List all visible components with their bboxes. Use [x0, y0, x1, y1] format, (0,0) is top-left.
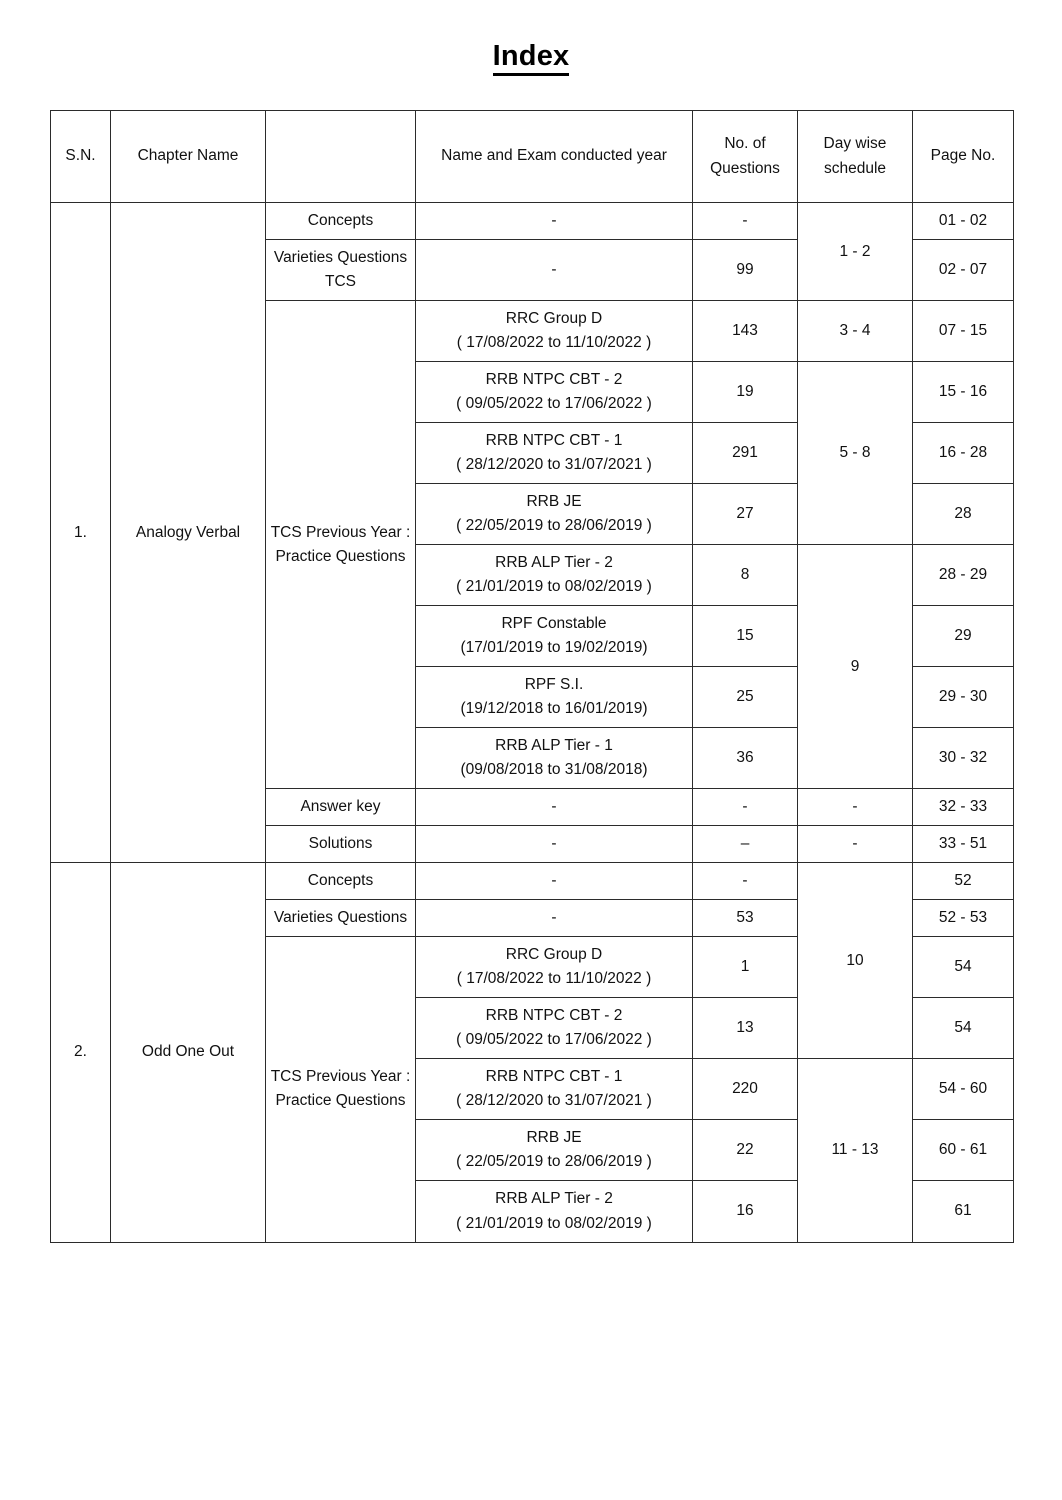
- cell-page-no: 30 - 32: [913, 728, 1014, 789]
- cell-page-no: 52: [913, 863, 1014, 900]
- cell-page-no: 02 - 07: [913, 240, 1014, 301]
- cell-section-name: Varieties Questions: [266, 900, 416, 937]
- column-header-no-of-questions: No. of Questions: [693, 111, 798, 203]
- exam-dates-text: (17/01/2019 to 19/02/2019): [460, 639, 648, 657]
- exam-name-text: RPF Constable: [501, 615, 607, 633]
- cell-page-no: 60 - 61: [913, 1120, 1014, 1181]
- exam-name-text: RRB NTPC CBT - 2: [485, 371, 623, 389]
- exam-dates-text: ( 22/05/2019 to 28/06/2019 ): [456, 1153, 652, 1171]
- exam-dates-text: ( 22/05/2019 to 28/06/2019 ): [456, 517, 652, 535]
- cell-page-no: 01 - 02: [913, 203, 1014, 240]
- cell-exam-name: [416, 362, 693, 423]
- cell-chapter-name: Analogy Verbal: [111, 203, 266, 863]
- cell-no-of-questions: 220: [693, 1059, 798, 1120]
- cell-no-of-questions: 27: [693, 484, 798, 545]
- cell-no-of-questions: 16: [693, 1181, 798, 1242]
- exam-dates-text: ( 28/12/2020 to 31/07/2021 ): [456, 1092, 652, 1110]
- cell-serial-number: 1.: [51, 203, 111, 863]
- cell-page-no: 16 - 28: [913, 423, 1014, 484]
- cell-page-no: 29 - 30: [913, 667, 1014, 728]
- page-title-text: Index: [493, 40, 570, 76]
- cell-no-of-questions: 25: [693, 667, 798, 728]
- cell-no-of-questions: 19: [693, 362, 798, 423]
- cell-exam-name: -: [416, 203, 693, 240]
- cell-day-wise-schedule: 9: [798, 545, 913, 789]
- cell-exam-name: [416, 484, 693, 545]
- cell-exam-name: [416, 423, 693, 484]
- cell-section-name: Varieties Questions TCS: [266, 240, 416, 301]
- exam-name-text: RRB JE: [526, 1129, 582, 1147]
- cell-day-wise-schedule: 5 - 8: [798, 362, 913, 545]
- cell-day-wise-schedule: -: [798, 789, 913, 826]
- cell-no-of-questions: 36: [693, 728, 798, 789]
- cell-day-wise-schedule: 1 - 2: [798, 203, 913, 301]
- cell-no-of-questions: -: [693, 203, 798, 240]
- exam-name-text: RRB JE: [526, 493, 582, 511]
- cell-exam-name: [416, 1181, 693, 1242]
- cell-section-name: Concepts: [266, 863, 416, 900]
- cell-no-of-questions: 22: [693, 1120, 798, 1181]
- cell-day-wise-schedule: 10: [798, 863, 913, 1059]
- exam-dates-text: ( 28/12/2020 to 31/07/2021 ): [456, 456, 652, 474]
- cell-serial-number: 2.: [51, 863, 111, 1242]
- column-header-day-wise-schedule: Day wise schedule: [798, 111, 913, 203]
- exam-dates-text: ( 21/01/2019 to 08/02/2019 ): [456, 1214, 652, 1232]
- cell-page-no: 33 - 51: [913, 826, 1014, 863]
- table-header: [51, 111, 1014, 203]
- table-header-row: [51, 111, 1014, 203]
- cell-exam-name: [416, 937, 693, 998]
- cell-page-no: 54 - 60: [913, 1059, 1014, 1120]
- cell-section-name: TCS Previous Year : Practice Questions: [266, 301, 416, 789]
- cell-exam-name: -: [416, 240, 693, 301]
- cell-exam-name: [416, 667, 693, 728]
- table-row: [51, 203, 1014, 240]
- cell-page-no: 54: [913, 937, 1014, 998]
- cell-no-of-questions: 1: [693, 937, 798, 998]
- exam-name-text: RRB NTPC CBT - 2: [485, 1007, 623, 1025]
- cell-page-no: 28: [913, 484, 1014, 545]
- exam-name-text: RRB ALP Tier - 2: [495, 1190, 613, 1208]
- exam-dates-text: ( 17/08/2022 to 11/10/2022 ): [456, 970, 652, 988]
- cell-no-of-questions: 99: [693, 240, 798, 301]
- index-table: [50, 110, 1014, 1243]
- cell-exam-name: [416, 1059, 693, 1120]
- column-header-section: [266, 111, 416, 203]
- cell-page-no: 15 - 16: [913, 362, 1014, 423]
- cell-page-no: 28 - 29: [913, 545, 1014, 606]
- exam-name-text: RRB NTPC CBT - 1: [485, 432, 623, 450]
- cell-page-no: 07 - 15: [913, 301, 1014, 362]
- cell-day-wise-schedule: 3 - 4: [798, 301, 913, 362]
- cell-no-of-questions: –: [693, 826, 798, 863]
- cell-section-name: Concepts: [266, 203, 416, 240]
- cell-exam-name: [416, 545, 693, 606]
- cell-no-of-questions: 291: [693, 423, 798, 484]
- column-header-exam-name: Name and Exam conducted year: [416, 111, 693, 203]
- cell-exam-name: -: [416, 826, 693, 863]
- exam-dates-text: (19/12/2018 to 16/01/2019): [460, 700, 648, 718]
- cell-section-name: Answer key: [266, 789, 416, 826]
- cell-no-of-questions: 53: [693, 900, 798, 937]
- cell-day-wise-schedule: -: [798, 826, 913, 863]
- cell-exam-name: [416, 1120, 693, 1181]
- cell-no-of-questions: 143: [693, 301, 798, 362]
- cell-page-no: 54: [913, 998, 1014, 1059]
- exam-dates-text: ( 09/05/2022 to 17/06/2022 ): [456, 1031, 652, 1049]
- exam-dates-text: ( 17/08/2022 to 11/10/2022 ): [456, 334, 652, 352]
- exam-name-text: RRB ALP Tier - 1: [495, 737, 613, 755]
- cell-section-name: TCS Previous Year : Practice Questions: [266, 937, 416, 1242]
- cell-exam-name: -: [416, 789, 693, 826]
- cell-no-of-questions: -: [693, 789, 798, 826]
- cell-exam-name: [416, 728, 693, 789]
- exam-name-text: RRB NTPC CBT - 1: [485, 1068, 623, 1086]
- column-header-chapter-name: Chapter Name: [111, 111, 266, 203]
- exam-dates-text: (09/08/2018 to 31/08/2018): [460, 761, 648, 779]
- exam-name-text: RRC Group D: [505, 946, 603, 964]
- cell-no-of-questions: 15: [693, 606, 798, 667]
- table-row: [51, 863, 1014, 900]
- column-header-sn: S.N.: [51, 111, 111, 203]
- cell-exam-name: [416, 998, 693, 1059]
- cell-exam-name: [416, 606, 693, 667]
- exam-name-text: RPF S.I.: [524, 676, 584, 694]
- exam-name-text: RRB ALP Tier - 2: [495, 554, 613, 572]
- cell-exam-name: [416, 301, 693, 362]
- cell-section-name: Solutions: [266, 826, 416, 863]
- exam-dates-text: ( 21/01/2019 to 08/02/2019 ): [456, 578, 652, 596]
- cell-day-wise-schedule: 11 - 13: [798, 1059, 913, 1242]
- cell-no-of-questions: 8: [693, 545, 798, 606]
- exam-name-text: RRC Group D: [505, 310, 603, 328]
- exam-dates-text: ( 09/05/2022 to 17/06/2022 ): [456, 395, 652, 413]
- cell-no-of-questions: 13: [693, 998, 798, 1059]
- cell-exam-name: -: [416, 900, 693, 937]
- page-title: [0, 0, 1062, 73]
- column-header-page-no: Page No.: [913, 111, 1014, 203]
- cell-page-no: 61: [913, 1181, 1014, 1242]
- cell-chapter-name: Odd One Out: [111, 863, 266, 1242]
- table-body: [51, 203, 1014, 1243]
- cell-page-no: 32 - 33: [913, 789, 1014, 826]
- cell-no-of-questions: -: [693, 863, 798, 900]
- cell-page-no: 52 - 53: [913, 900, 1014, 937]
- cell-page-no: 29: [913, 606, 1014, 667]
- cell-exam-name: -: [416, 863, 693, 900]
